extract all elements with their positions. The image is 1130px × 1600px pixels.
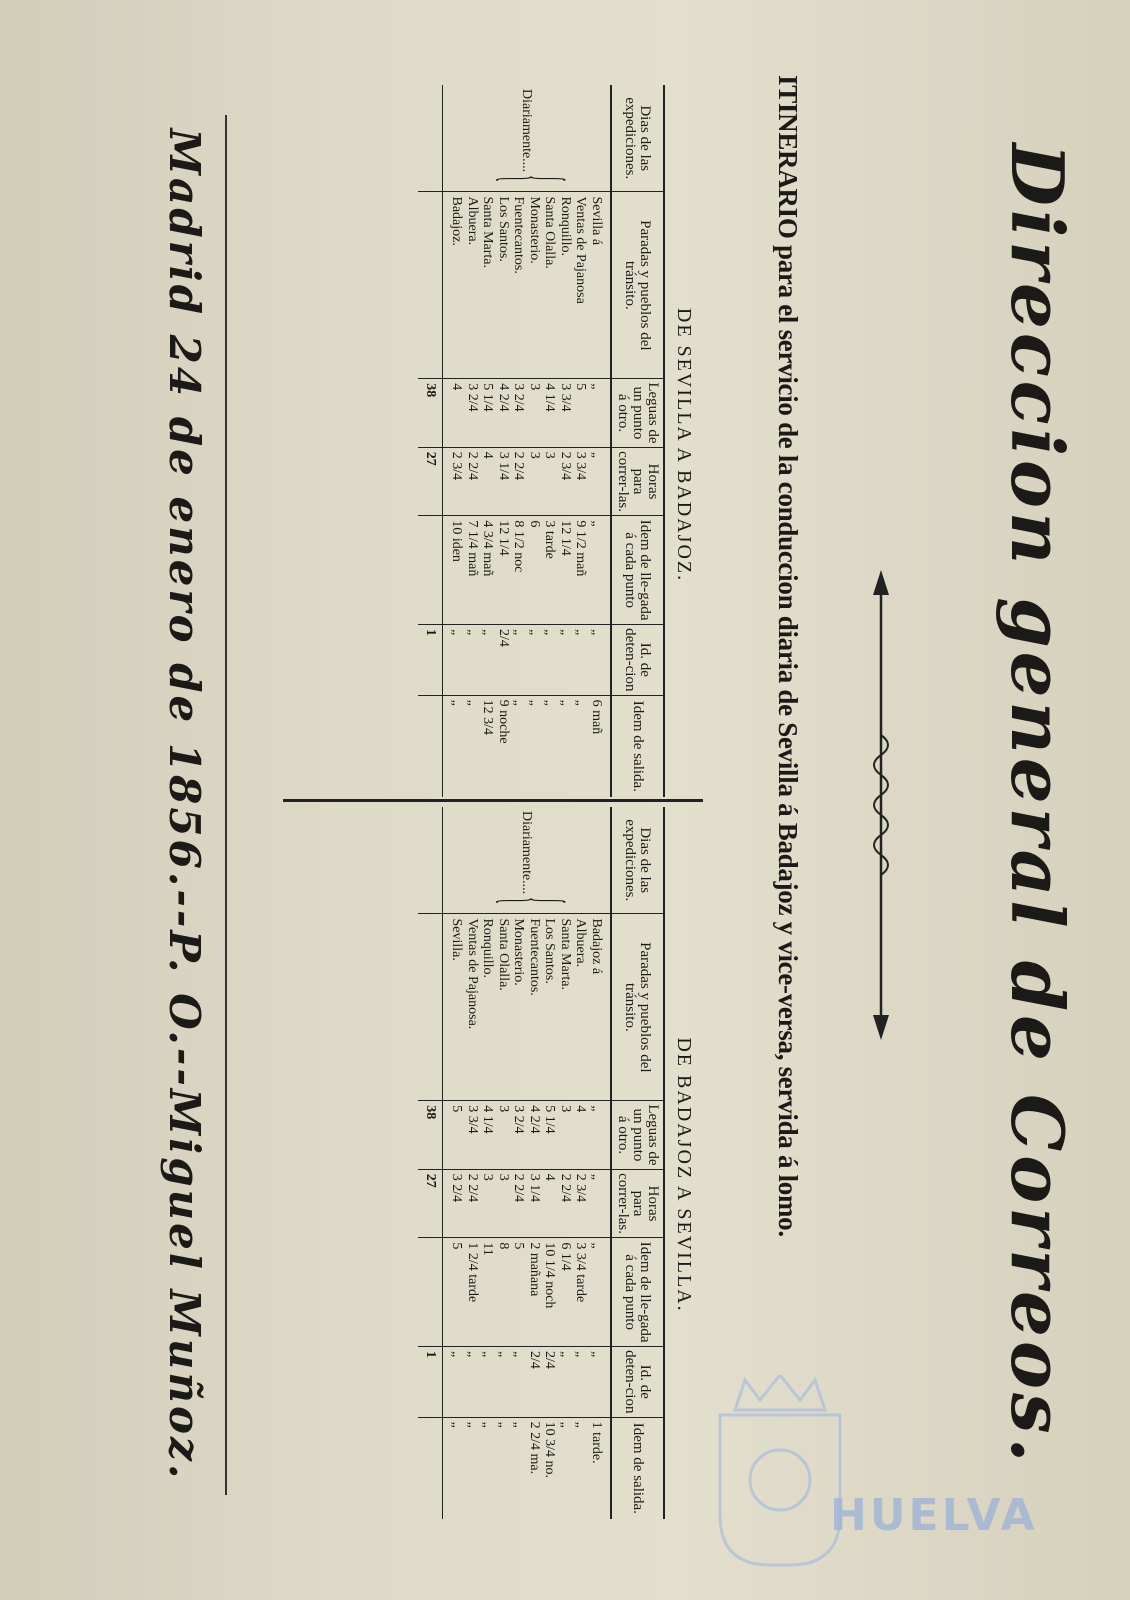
salida-value: „ [496,1421,511,1428]
horas-value: 3 [527,451,542,459]
col-header-salida: Idem de salida. [611,695,664,797]
llegada-cell [443,516,612,625]
llegada-value: 10 iden [449,520,465,562]
detencion-cell [443,624,612,695]
days-label: Diariamente.... [519,89,535,173]
salida-value: „ [449,699,465,706]
detencion-value: „ [542,628,558,636]
detencion-value: „ [558,1350,573,1358]
archive-crest-watermark [700,1375,1030,1575]
llegada-value: 8 1/2 noc [511,520,527,573]
page-title: Direccion general de Correos. [995,143,1080,1467]
leguas-value: 3 2/4 [511,1105,527,1134]
stop-name: Ventas de Pajanosa. [465,918,480,1030]
table-row [443,85,612,797]
route-heading-badajoz-sevilla: DE BADAJOZ A SEVILLA. [673,1037,695,1313]
salida-value: „ [511,699,527,706]
total-detencion: 1 [419,1346,443,1417]
llegada-value: 1 2/4 tarde [465,1242,480,1303]
totals-empty [419,914,443,1101]
horas-value: 2 2/4 [511,1173,527,1203]
horas-value: 4 [480,451,496,459]
table-header-row [611,807,664,1519]
salida-cell [443,1417,612,1519]
watermark-text: HUELVA [830,1490,1038,1541]
llegada-value: 9 1/2 mañ [573,520,589,577]
llegada-value: 12 1/4 [558,520,573,556]
detencion-value: 2/4 [527,1350,542,1369]
leguas-cell [443,379,612,448]
stop-name: Albuera. [573,918,589,968]
table-row [443,807,612,1519]
horas-value: 2 2/4 [465,451,480,481]
detencion-value: „ [449,628,465,636]
leguas-value: 4 2/4 [496,383,511,412]
stop-name: Monasterio. [511,918,527,986]
rotated-content [65,55,1085,1555]
leguas-value: „ [589,383,604,390]
stop-name: Fuentecantos. [527,918,542,996]
stop-name: Santa Olalla. [496,918,511,991]
salida-value: „ [573,1421,589,1428]
detencion-value: „ [480,628,496,636]
horas-value: 2 3/4 [558,451,573,481]
total-horas: 27 [419,1169,443,1238]
llegada-value: 11 [480,1242,496,1256]
signature-line: Madrid 24 de enero de 1856.--P. O.--Miguel Muñoz. [160,128,209,1482]
brace-glyph: { [483,897,573,904]
salida-cell [443,695,612,797]
detencion-value: „ [496,1350,511,1358]
col-header-dias: Dias de las expediciones. [611,807,664,914]
horas-value: 4 [542,1173,558,1181]
salida-value: 6 mañ [589,699,604,735]
detencion-value: „ [511,628,527,636]
days-label: Diariamente.... [519,811,535,895]
totals-row [419,85,443,797]
llegada-value: 2 mañana [527,1242,542,1297]
llegada-value: „ [589,520,604,527]
totals-row [419,807,443,1519]
col-header-detencion: Id. de deten-cion [611,1346,664,1417]
salida-value: 2 2/4 ma. [527,1421,542,1475]
stop-name: Monasterio. [527,196,542,264]
tables-divider [283,799,703,802]
salida-value: „ [558,699,573,706]
stop-name: Los Santos. [542,918,558,984]
horas-value: 3 1/4 [496,451,511,481]
stop-name: Albuera. [465,196,480,246]
leguas-value: 3 [558,1105,573,1113]
horas-value: 2 2/4 [558,1173,573,1203]
horas-cell [443,1169,612,1238]
leguas-value: 5 [573,383,589,391]
stop-name: Ventas de Pajanosa [573,196,589,304]
stops-cell [443,192,612,379]
salida-value: „ [527,699,542,706]
llegada-value: 10 1/4 noch [542,1242,558,1309]
salida-value: „ [573,699,589,706]
col-header-llegada: Idem de lle-gada á cada punto [611,1238,664,1347]
horas-value: „ [589,451,604,458]
salida-value: 12 3/4 [480,699,496,736]
stop-name: Badajoz á [589,918,604,975]
horas-cell [443,447,612,516]
detencion-value: „ [465,1350,480,1358]
detencion-value: „ [480,1350,496,1358]
horas-value: „ [589,1173,604,1180]
salida-value: 1 tarde. [589,1421,604,1464]
llegada-value: „ [589,1242,604,1249]
leguas-value: 4 1/4 [480,1105,496,1134]
stop-name: Fuentecantos. [511,196,527,274]
leguas-value: „ [589,1105,604,1112]
total-horas: 27 [419,447,443,516]
llegada-value: 6 [527,520,542,528]
stop-name: Santa Olalla. [542,196,558,269]
col-header-leguas: Leguas de un punto á otro. [611,1101,664,1170]
stop-name: Ronquillo. [480,918,496,978]
leguas-value: 5 [449,1105,465,1113]
salida-value: „ [465,1421,480,1428]
horas-value: 3 [480,1173,496,1181]
horas-value: 3 [542,451,558,459]
totals-empty [419,695,443,797]
stop-name: Sevilla. [449,918,465,961]
col-header-paradas: Paradas y pueblos del tránsito. [611,192,664,379]
horas-value: 3 1/4 [527,1173,542,1203]
detencion-value: „ [449,1350,465,1358]
salida-value: 9 noche [496,699,511,744]
stop-name: Santa Marta. [558,918,573,991]
detencion-value: „ [465,628,480,636]
llegada-value: 8 [496,1242,511,1250]
total-leguas: 38 [419,379,443,448]
totals-empty [419,85,443,192]
table-header-row [611,85,664,797]
llegada-value: 6 1/4 [558,1242,573,1271]
totals-empty [419,1417,443,1519]
stop-name: Los Santos. [496,196,511,262]
col-header-leguas: Leguas de un punto á otro. [611,379,664,448]
itinerary-heading: ITINERARIO para el servicio de la conduccion diaria de Sevilla á Badajoz y vice-versa, servida á lomo. [773,75,803,1237]
col-header-salida: Idem de salida. [611,1417,664,1519]
salida-value: 10 3/4 no. [542,1421,558,1479]
llegada-value: 5 [449,1242,465,1250]
llegada-value: 12 1/4 [496,520,511,556]
llegada-cell [443,1238,612,1347]
leguas-value: 4 1/4 [542,383,558,412]
horas-value: 3 3/4 [573,451,589,481]
totals-empty [419,1238,443,1347]
detencion-value: „ [589,628,604,636]
horas-value: 3 2/4 [449,1173,465,1203]
leguas-value: 3 3/4 [558,383,573,412]
detencion-value: „ [511,1350,527,1358]
detencion-value: 2/4 [542,1350,558,1369]
leguas-value: 4 2/4 [527,1105,542,1134]
leguas-value: 4 [449,383,465,391]
detencion-cell [443,1346,612,1417]
salida-value: „ [542,699,558,706]
salida-value: „ [558,1421,573,1428]
schedule-table-badajoz-sevilla [419,807,666,1519]
leguas-value: 3 2/4 [465,383,480,412]
leguas-value: 3 [496,1105,511,1113]
llegada-value: 3 3/4 tarde [573,1242,589,1303]
ornament-divider [861,175,901,1435]
horas-value: 2 3/4 [449,451,465,481]
days-cell [443,85,612,192]
llegada-value: 5 [511,1242,527,1250]
leguas-value: 4 [573,1105,589,1113]
footer-rule [225,115,227,1495]
col-header-llegada: Idem de lle-gada á cada punto [611,516,664,625]
route-heading-sevilla-badajoz: DE SEVILLA A BADAJOZ. [673,307,695,583]
detencion-value: „ [589,1350,604,1358]
totals-empty [419,807,443,914]
total-leguas: 38 [419,1101,443,1170]
stops-cell [443,914,612,1101]
leguas-value: 5 1/4 [480,383,496,412]
leguas-value: 5 1/4 [542,1105,558,1134]
brace-glyph: { [483,175,573,182]
detencion-value: „ [527,628,542,636]
detencion-value: „ [573,628,589,636]
salida-value: „ [480,1421,496,1428]
total-detencion: 1 [419,624,443,695]
col-header-horas: Horas para correr-las. [611,447,664,516]
stop-name: Ronquillo. [558,196,573,256]
detencion-value: „ [558,628,573,636]
stop-name: Badajoz. [449,196,465,246]
salida-value: „ [465,699,480,706]
salida-value: „ [511,1421,527,1428]
detencion-value: „ [573,1350,589,1358]
days-cell [443,807,612,914]
col-header-dias: Dias de las expediciones. [611,85,664,192]
detencion-value: 2/4 [496,628,511,647]
horas-value: 2 2/4 [511,451,527,481]
stop-name: Santa Marta. [480,196,496,269]
schedule-table-sevilla-badajoz [419,85,666,797]
leguas-value: 3 2/4 [511,383,527,412]
totals-empty [419,516,443,625]
horas-value: 2 3/4 [573,1173,589,1203]
col-header-detencion: Id. de deten-cion [611,624,664,695]
leguas-value: 3 [527,383,542,391]
horas-value: 2 2/4 [465,1173,480,1203]
salida-value: „ [449,1421,465,1428]
leguas-value: 3 3/4 [465,1105,480,1134]
llegada-value: 7 1/4 mañ [465,520,480,577]
llegada-value: 4 3/4 mañ [480,520,496,577]
col-header-horas: Horas para correr-las. [611,1169,664,1238]
stop-name: Sevilla á [589,196,604,246]
horas-value: 3 [496,1173,511,1181]
leguas-cell [443,1101,612,1170]
totals-empty [419,192,443,379]
col-header-paradas: Paradas y pueblos del tránsito. [611,914,664,1101]
llegada-value: 3 tarde [542,520,558,559]
